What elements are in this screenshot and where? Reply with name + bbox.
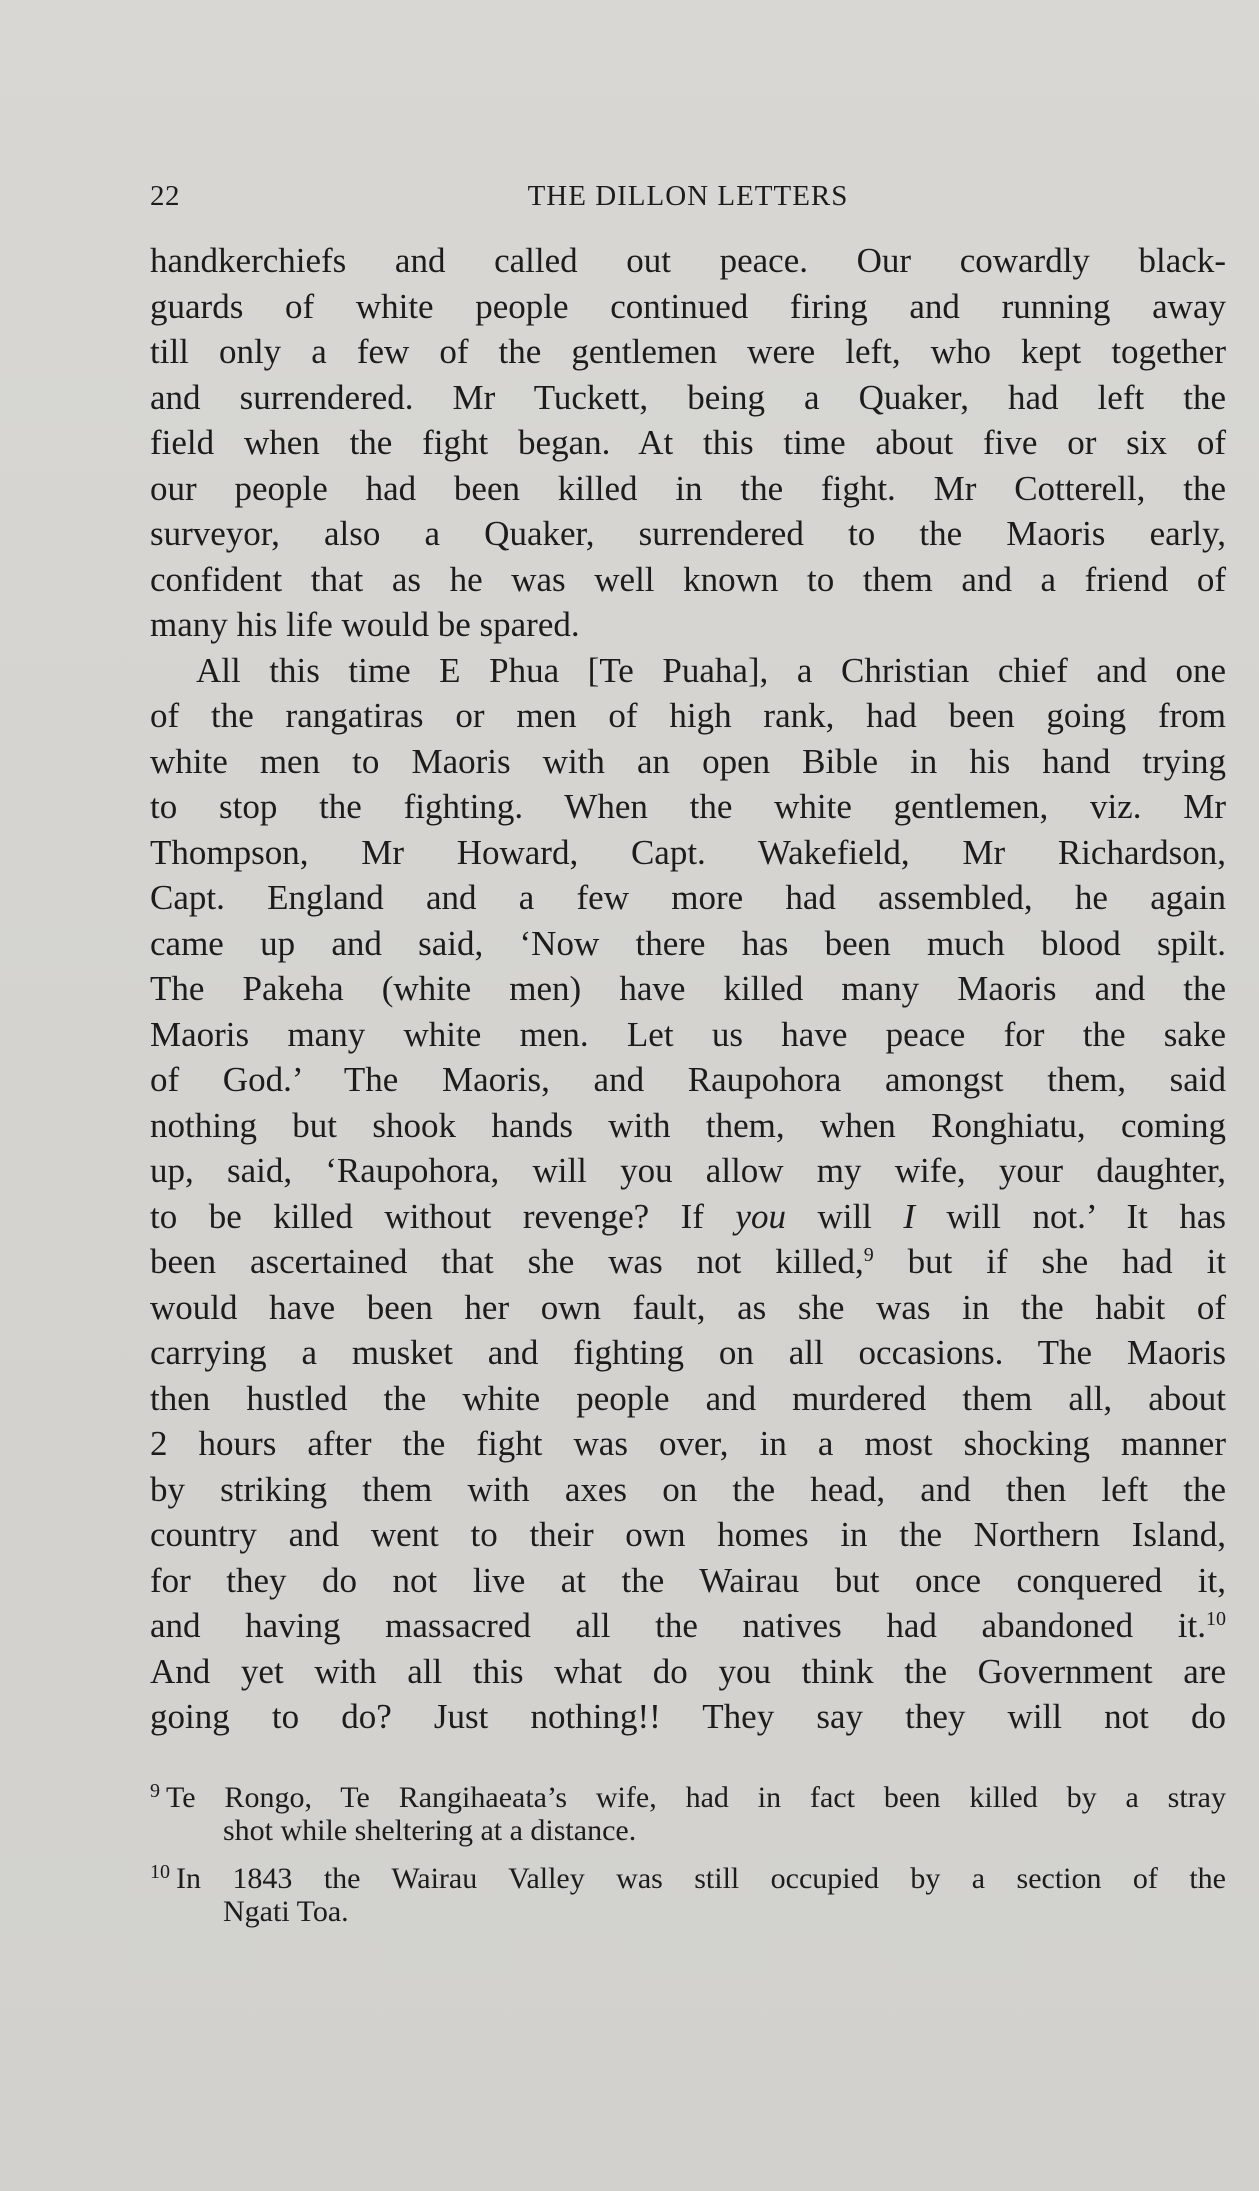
text-segment: to be killed without revenge? If bbox=[150, 1196, 704, 1236]
text-segment: will not.’ It has bbox=[946, 1196, 1226, 1236]
text-line: up, said, ‘Raupohora, will you allow my wife, your daughter, bbox=[150, 1151, 1226, 1190]
text-line: for they do not live at the Wairau but once conquered it, bbox=[150, 1560, 1226, 1600]
footnote-reference-10[interactable]: 10 bbox=[1206, 1608, 1226, 1630]
text-line: white men to Maoris with an open Bible in his hand trying bbox=[150, 741, 1226, 781]
text-line: Thompson, Mr Howard, Capt. Wakefield, Mr Richardson, bbox=[150, 832, 1226, 872]
text-line: nothing but shook hands with them, when Ronghiatu, coming bbox=[150, 1105, 1226, 1145]
text-line bbox=[150, 1239, 1226, 1285]
text-line: guards of white people continued firing and running away bbox=[150, 286, 1226, 326]
emphasis-i: I bbox=[903, 1196, 916, 1236]
text-line: Maoris many white men. Let us have peace for the sake bbox=[150, 1014, 1226, 1054]
text-line: going to do? Just nothing!! They say they will not do bbox=[150, 1697, 1226, 1736]
text-line: of God.’ The Maoris, and Raupohora amongst them, said bbox=[150, 1060, 1226, 1099]
footnotes bbox=[150, 1772, 1226, 1934]
text-line: and surrendered. Mr Tuckett, being a Quaker, had left the bbox=[150, 377, 1226, 417]
text-line bbox=[150, 1603, 1226, 1649]
page-number: 22 bbox=[150, 180, 180, 212]
footnote-mark: 9 bbox=[150, 1780, 160, 1802]
text-segment: but if she had it bbox=[907, 1242, 1227, 1281]
text-line: of the rangatiras or men of high rank, had been going from bbox=[150, 696, 1226, 735]
footnote-10 bbox=[150, 1853, 1226, 1931]
text-line: would have been her own fault, as she was in the habit of bbox=[150, 1287, 1226, 1327]
text-line: confident that as he was well known to them and a friend of bbox=[150, 559, 1226, 599]
text-segment: been ascertained that she was not killed, bbox=[150, 1242, 864, 1281]
footnote-line: Ngati Toa. bbox=[223, 1895, 349, 1928]
footnote-line bbox=[150, 1772, 1226, 1814]
text-line: And yet with all this what do you think the Government are bbox=[150, 1651, 1226, 1691]
text-line: Capt. England and a few more had assembled, he again bbox=[150, 878, 1226, 917]
text-line: field when the fight began. At this time about five or six of bbox=[150, 423, 1226, 462]
footnote-line bbox=[150, 1853, 1226, 1895]
running-title: THE DILLON LETTERS bbox=[527, 180, 849, 212]
text-segment: and having massacred all the natives had abandoned it. bbox=[150, 1606, 1206, 1645]
text-line: surveyor, also a Quaker, surrendered to the Maoris early, bbox=[150, 514, 1226, 553]
body-text bbox=[150, 238, 1226, 1740]
text-line: to stop the fighting. When the white gentlemen, viz. Mr bbox=[150, 787, 1226, 826]
footnote-text: Te Rongo, Te Rangihaeata’s wife, had in fact been killed by a stray bbox=[166, 1781, 1226, 1814]
running-head bbox=[150, 180, 1226, 220]
text-line: came up and said, ‘Now there has been much blood spilt. bbox=[150, 923, 1226, 963]
text-line: All this time E Phua [Te Puaha], a Christian chief and one bbox=[196, 650, 1226, 690]
emphasis-you: you bbox=[735, 1196, 786, 1236]
text-line: handkerchiefs and called out peace. Our cowardly black- bbox=[150, 241, 1226, 280]
text-line: The Pakeha (white men) have killed many Maoris and the bbox=[150, 969, 1226, 1008]
text-line: then hustled the white people and murdered them all, about bbox=[150, 1378, 1226, 1418]
text-segment: will bbox=[817, 1196, 872, 1236]
text-line: our people had been killed in the fight. Mr Cotterell, the bbox=[150, 468, 1226, 508]
footnote-mark: 10 bbox=[150, 1861, 170, 1883]
text-line bbox=[150, 1194, 1226, 1240]
footnote-text: In 1843 the Wairau Valley was still occupied by a section of the bbox=[176, 1862, 1226, 1895]
footnote-9 bbox=[150, 1772, 1226, 1850]
text-line: country and went to their own homes in the Northern Island, bbox=[150, 1515, 1226, 1554]
text-line: carrying a musket and fighting on all occasions. The Maoris bbox=[150, 1333, 1226, 1372]
text-line: 2 hours after the fight was over, in a most shocking manner bbox=[150, 1424, 1226, 1463]
text-line: by striking them with axes on the head, and then left the bbox=[150, 1469, 1226, 1509]
footnote-line: shot while sheltering at a distance. bbox=[223, 1814, 637, 1847]
text-line: till only a few of the gentlemen were left, who kept together bbox=[150, 332, 1226, 371]
text-line: many his life would be spared. bbox=[150, 605, 580, 644]
footnote-reference-9[interactable]: 9 bbox=[863, 1244, 874, 1266]
